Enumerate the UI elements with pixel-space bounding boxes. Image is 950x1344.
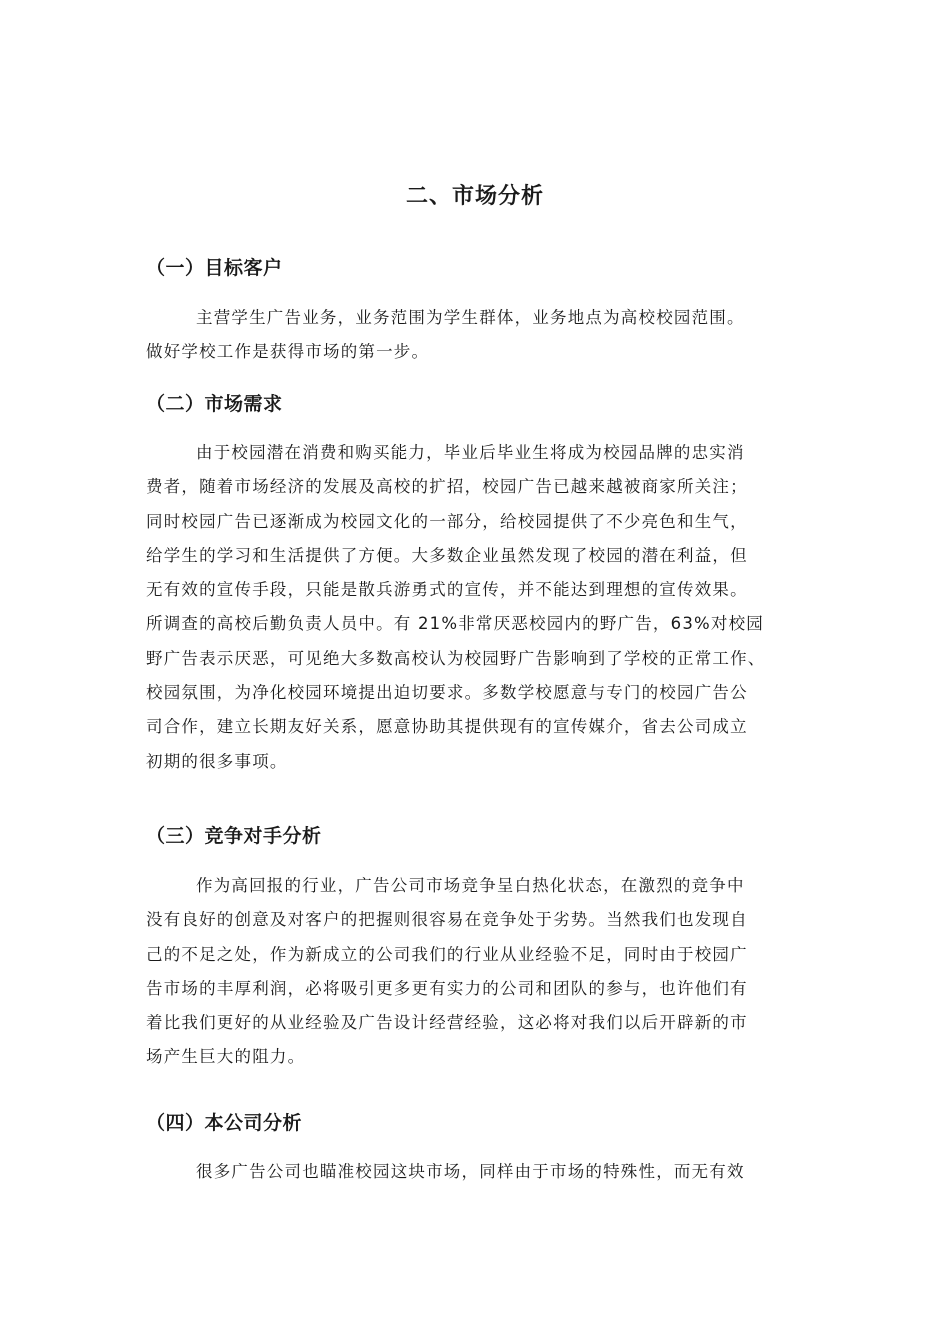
paragraph-line: 所调查的高校后勤负责人员中。有 21%非常厌恶校园内的野广告，63%对校园 [146,614,764,634]
section-body-market-demand [146,436,814,779]
paragraph-line: 费者，随着市场经济的发展及高校的扩招，校园广告已越来越被商家所关注； [146,477,748,497]
paragraph-line: 无有效的宣传手段，只能是散兵游勇式的宣传，并不能达到理想的宣传效果。 [146,580,748,600]
paragraph-line: 告市场的丰厚利润，必将吸引更多更有实力的公司和团队的参与，也许他们有 [146,978,748,998]
section-heading-competitor-analysis: （三）竞争对手分析 [146,825,322,847]
paragraph-line: 同时校园广告已逐渐成为校园文化的一部分，给校园提供了不少亮色和生气， [146,511,748,531]
paragraph-line: 初期的很多事项。 [146,751,288,771]
paragraph-line: 没有良好的创意及对客户的把握则很容易在竞争处于劣势。当然我们也发现自 [146,910,748,930]
section-body-competitor-analysis [146,869,814,1075]
paragraph-line: 野广告表示厌恶，可见绝大多数高校认为校园野广告影响到了学校的正常工作、 [146,648,766,668]
paragraph-line: 作为高回报的行业，广告公司市场竞争呈白热化状态，在激烈的竞争中 [196,876,745,895]
section-heading-company-analysis: （四）本公司分析 [146,1112,303,1134]
paragraph-line: 很多广告公司也瞄准校园这块市场，同样由于市场的特殊性，而无有效 [196,1162,745,1181]
section-body-company-analysis [146,1155,814,1189]
paragraph-line: 场产生巨大的阻力。 [146,1047,306,1067]
paragraph-line: 给学生的学习和生活提供了方便。大多数企业虽然发现了校园的潜在利益，但 [146,545,748,565]
paragraph-line: 着比我们更好的从业经验及广告设计经营经验，这必将对我们以后开辟新的市 [146,1013,748,1033]
paragraph-line: 己的不足之处，作为新成立的公司我们的行业从业经验不足，同时由于校园广 [146,944,748,964]
paragraph-line: 主营学生广告业务，业务范围为学生群体，业务地点为高校校园范围。 [196,308,745,327]
section-heading-market-demand: （二）市场需求 [146,393,283,415]
paragraph-line: 校园氛围，为净化校园环境提出迫切要求。多数学校愿意与专门的校园广告公 [146,683,748,703]
page-title: 二、市场分析 [405,184,544,209]
paragraph-line: 做好学校工作是获得市场的第一步。 [146,342,430,362]
paragraph-line: 司合作，建立长期友好关系，愿意协助其提供现有的宣传媒介，省去公司成立 [146,717,748,737]
section-body-target-customers [146,301,814,370]
paragraph-line: 由于校园潜在消费和购买能力，毕业后毕业生将成为校园品牌的忠实消 [196,443,745,462]
section-heading-target-customers: （一）目标客户 [146,257,283,279]
